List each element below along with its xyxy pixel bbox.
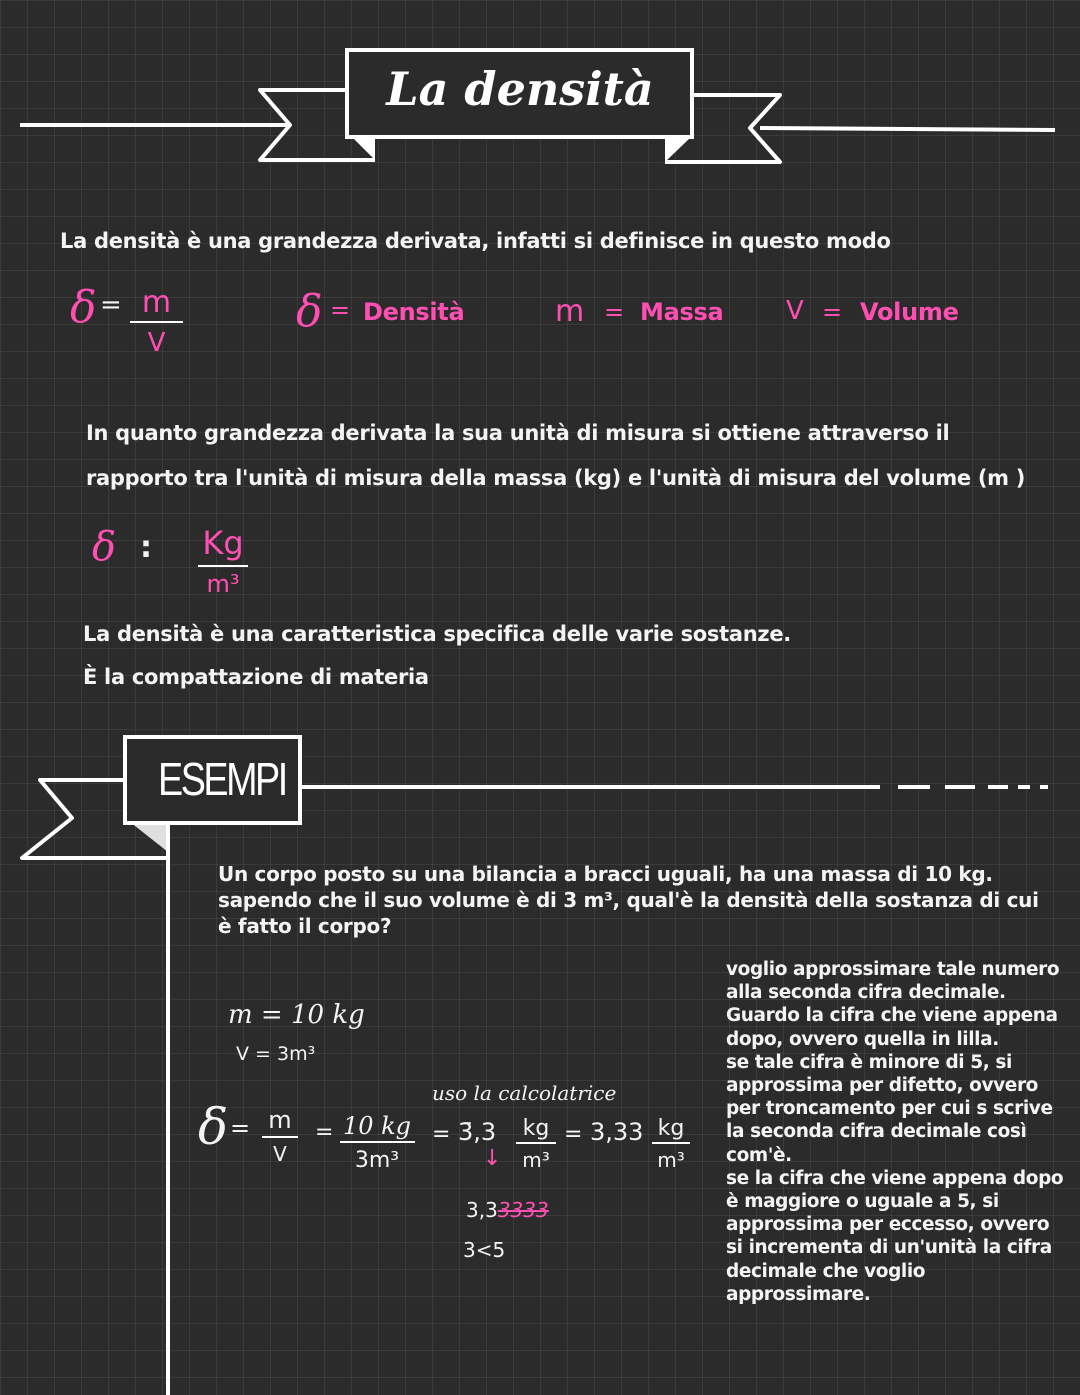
given-volume: V = 3m³ xyxy=(236,1043,316,1065)
legend-mass-label: Massa xyxy=(640,298,724,326)
legend-density-label: Densità xyxy=(363,298,465,326)
side-note-line: approssimare. xyxy=(726,1283,871,1305)
side-note-line: dopo, ovvero quella in lilla. xyxy=(726,1028,999,1050)
side-note xyxy=(726,958,1071,1306)
solution-eq4: = xyxy=(564,1122,583,1147)
approx-value xyxy=(466,1198,549,1222)
solution-eq3: = xyxy=(432,1122,451,1147)
examples-title: ESEMPI xyxy=(158,753,286,805)
unit-paragraph-line1: In quanto grandezza derivata la sua unità di misura si ottiene attraverso il xyxy=(86,421,950,445)
legend-density-symbol: δ xyxy=(296,286,323,337)
legend-volume-eq: = xyxy=(822,298,843,326)
solution-frac1-den: V xyxy=(273,1142,287,1166)
formula-equals: = xyxy=(100,290,122,320)
side-note-line: si incrementa di un'unità la cifra xyxy=(726,1237,1052,1259)
unit-denominator: m³ xyxy=(206,570,240,598)
solution-frac4-num: kg xyxy=(657,1116,685,1141)
side-note-line: com'è. xyxy=(726,1144,792,1166)
unit-paragraph-line2: rapporto tra l'unità di misura della massa (kg) e l'unità di misura del volume (m ) xyxy=(86,466,1026,490)
problem-line2: sapendo che il suo volume è di 3 m³, qual'è la densità della sostanza di cui xyxy=(218,888,1039,912)
solution-frac3-num: kg xyxy=(522,1116,550,1141)
calculator-note: uso la calcolatrice xyxy=(432,1081,617,1105)
legend-volume-symbol: V xyxy=(786,296,804,326)
formula-numerator: m xyxy=(141,285,172,320)
unit-numerator: Kg xyxy=(202,524,244,562)
page-title: La densità xyxy=(386,62,654,116)
solution-frac4-den: m³ xyxy=(657,1148,685,1172)
side-note-line: alla seconda cifra decimale. xyxy=(726,982,1006,1004)
problem-line1: Un corpo posto su una bilancia a bracci uguali, ha una massa di 10 kg. xyxy=(218,862,993,886)
side-note-line: approssima per eccesso, ovvero xyxy=(726,1214,1050,1236)
unit-colon: : xyxy=(140,530,152,565)
solution-frac2-den: 3m³ xyxy=(354,1148,400,1173)
side-note-line: per troncamento per cui s scrive xyxy=(726,1098,1053,1120)
given-mass: m = 10 kg xyxy=(228,1000,365,1030)
solution-eq1: = xyxy=(230,1114,251,1142)
solution-eq2: = xyxy=(315,1120,334,1145)
legend-mass-symbol: m xyxy=(555,294,585,329)
comparison: 3<5 xyxy=(463,1238,506,1262)
specific-line1: La densità è una caratteristica specifica delle varie sostanze. xyxy=(83,622,791,646)
density-symbol: δ xyxy=(70,282,97,333)
arrow-down-icon: ↓ xyxy=(483,1146,502,1171)
solution-value2: 3,33 xyxy=(590,1118,644,1146)
solution-delta: δ xyxy=(198,1098,229,1156)
side-note-line: è maggiore o uguale a 5, si xyxy=(726,1191,999,1213)
intro-text: La densità è una grandezza derivata, infatti si definisce in questo modo xyxy=(60,229,891,253)
side-note-line: decimale che voglio xyxy=(726,1260,926,1282)
specific-line2: È la compattazione di materia xyxy=(83,665,429,689)
approx-prefix: 3,3 xyxy=(466,1198,498,1222)
side-note-line: voglio approssimare tale numero xyxy=(726,959,1060,980)
formula-denominator: V xyxy=(147,328,166,358)
legend-density-eq: = xyxy=(330,296,351,324)
side-note-line: Guardo la cifra che viene appena xyxy=(726,1005,1058,1027)
solution-value1: 3̄,3 xyxy=(458,1118,497,1146)
solution-frac1-num: m xyxy=(268,1106,292,1134)
side-note-line: se la cifra che viene appena dopo xyxy=(726,1167,1064,1189)
legend-volume-label: Volume xyxy=(860,298,959,326)
solution-frac2-num: 10 kg xyxy=(342,1112,412,1140)
side-note-line: la seconda cifra decimale così xyxy=(726,1121,1027,1143)
side-note-line: approssima per difetto, ovvero xyxy=(726,1075,1038,1097)
solution-frac3-den: m³ xyxy=(522,1148,550,1172)
legend-mass-eq: = xyxy=(604,298,625,326)
unit-density-symbol: δ xyxy=(92,524,117,570)
approx-struck-digits: 3333 xyxy=(497,1198,549,1222)
problem-line3: è fatto il corpo? xyxy=(218,914,392,938)
side-note-line: se tale cifra è minore di 5, si xyxy=(726,1051,1012,1073)
